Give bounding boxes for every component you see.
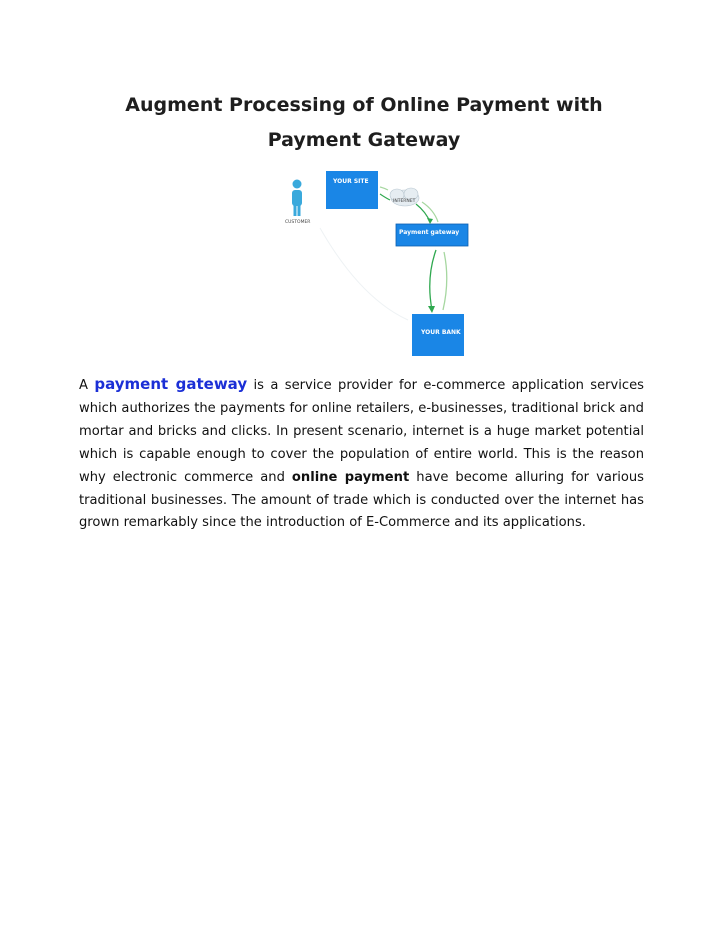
internet-label: INTERNET (393, 199, 416, 204)
title-line-2: Payment Gateway (267, 129, 461, 151)
paragraph-body-1: is a service provider for e-commerce application services which authorizes the payments for online retailers, e-businesses, traditional brick and mortar and bricks and clicks. In present scenario, internet is a huge market potential which is capable enough to cover the population of entire world. This is the reason why electronic commerce and (79, 378, 644, 485)
gateway-bank-arrow (430, 250, 436, 310)
arrow-head-gateway-icon (427, 218, 433, 224)
paragraph-intro: A (79, 378, 95, 393)
bank-gateway-arrow (443, 252, 447, 310)
payment-gateway-link[interactable]: payment gateway (94, 375, 248, 393)
paragraph-body-2: have become alluring for various traditional businesses. The amount of trade which is conducted over the internet has grown remarkably since the introduction of E-Commerce and its applications. (79, 469, 645, 531)
faint-curve (320, 228, 408, 320)
payment-gateway-label: Payment gateway (399, 229, 460, 236)
your-site-box (326, 171, 378, 209)
your-bank-label: YOUR BANK (421, 329, 461, 336)
arrow-head-bank-icon (428, 306, 435, 313)
page-title (60, 88, 668, 158)
payment-flow-diagram (280, 168, 480, 360)
customer-icon (292, 180, 302, 217)
your-site-label: YOUR SITE (333, 178, 369, 185)
site-internet-arrow (380, 194, 390, 200)
body-paragraph (79, 373, 644, 535)
online-payment-bold: online payment (291, 469, 410, 485)
title-line-1: Augment Processing of Online Payment with (125, 94, 603, 116)
diagram-svg (280, 168, 480, 360)
internet-site-arrow (380, 187, 388, 190)
customer-label: CUSTOMER (285, 220, 311, 225)
